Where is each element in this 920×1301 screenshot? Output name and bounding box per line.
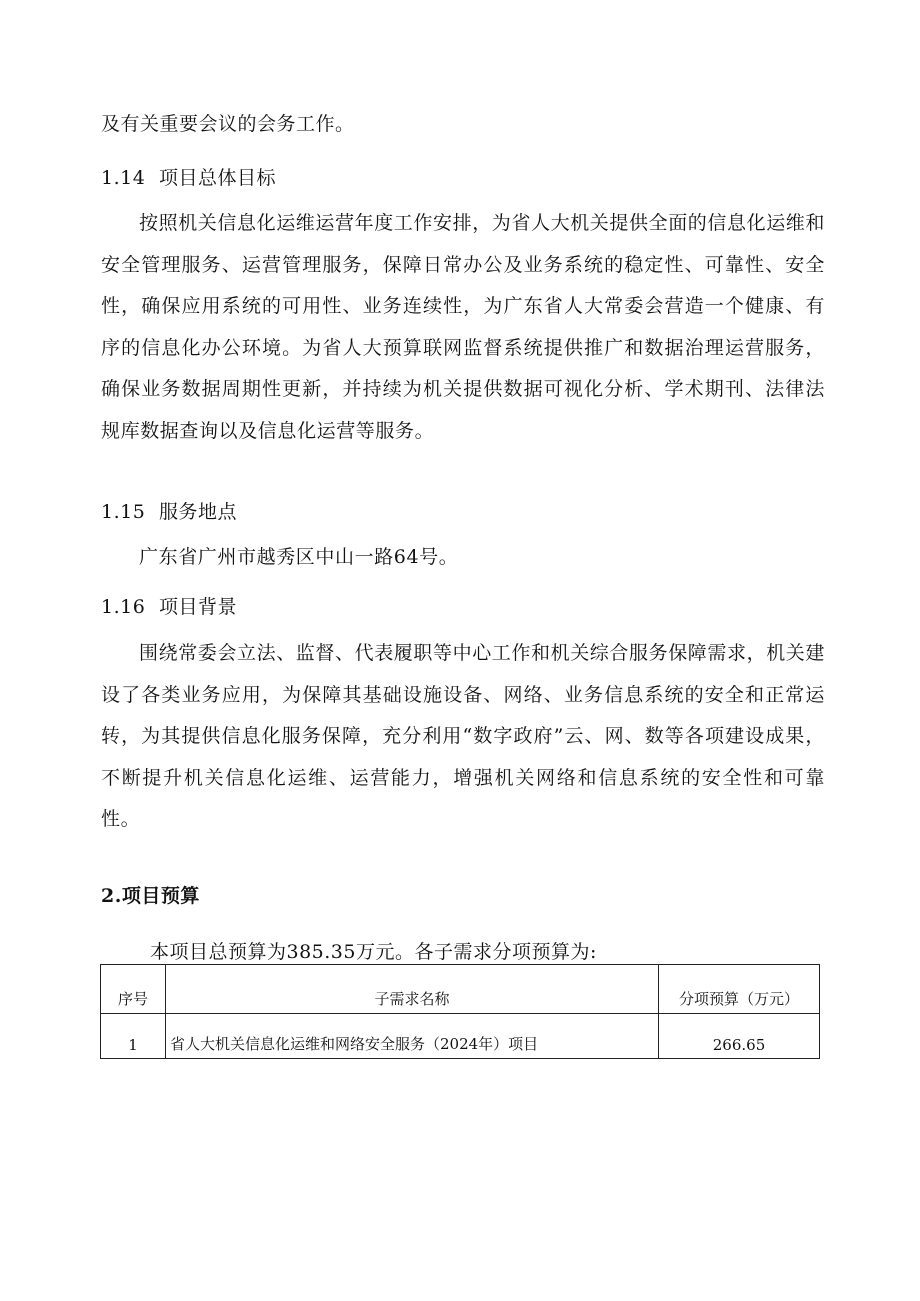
budget-intro: 本项目总预算为385.35万元。各子需求分项预算为: (150, 941, 597, 963)
row-name: 省人大机关信息化运维和网络安全服务（2024年）项目 (166, 1014, 659, 1059)
section-heading-1-16 (101, 595, 237, 619)
section-title: 项目总体目标 (159, 167, 277, 189)
table-header-row (101, 965, 820, 1014)
row-budget: 266.65 (659, 1014, 820, 1059)
row-index: 1 (101, 1014, 166, 1059)
header-budget: 分项预算（万元） (659, 965, 820, 1014)
section-heading-1-14 (101, 166, 276, 190)
paragraph-continuation: 及有关重要会议的会务工作。 (101, 113, 355, 135)
table-row (101, 1014, 820, 1059)
section-heading-2: 2.项目预算 (101, 885, 200, 907)
header-index: 序号 (101, 965, 166, 1014)
header-name: 子需求名称 (166, 965, 659, 1014)
budget-table (100, 964, 820, 1059)
section-1-14-body: 按照机关信息化运维运营年度工作安排，为省人大机关提供全面的信息化运维和安全管理服务、运营管理服务，保障日常办公及业务系统的稳定性、可靠性、安全性，确保应用系统的可用性、业务连续性，为广东省人大常委会营造一个健康、有序的信息化办公环境。为省人大预算联网监督系统提供推广和数据治理运营服务，确保业务数据周期性更新，并持续为机关提供数据可视化分析、学术期刊、法律法规库数据查询以及信息化运营等服务。 (101, 212, 826, 442)
section-title: 项目背景 (159, 596, 238, 618)
section-1-16-body: 围绕常委会立法、监督、代表履职等中心工作和机关综合服务保障需求，机关建设了各类业务应用，为保障其基础设施设备、网络、业务信息系统的安全和正常运转，为其提供信息化服务保障，充分利用“数字政府”云、网、数等各项建设成果，不断提升机关信息化运维、运营能力，增强机关网络和信息系统的安全性和可靠性。 (101, 642, 826, 830)
section-number: 1.14 (101, 167, 146, 189)
section-number: 1.15 (101, 501, 146, 523)
section-1-15-body: 广东省广州市越秀区中山一路64号。 (139, 546, 459, 568)
section-heading-1-15 (101, 500, 237, 524)
section-number: 1.16 (101, 596, 146, 618)
section-title: 服务地点 (159, 501, 238, 523)
